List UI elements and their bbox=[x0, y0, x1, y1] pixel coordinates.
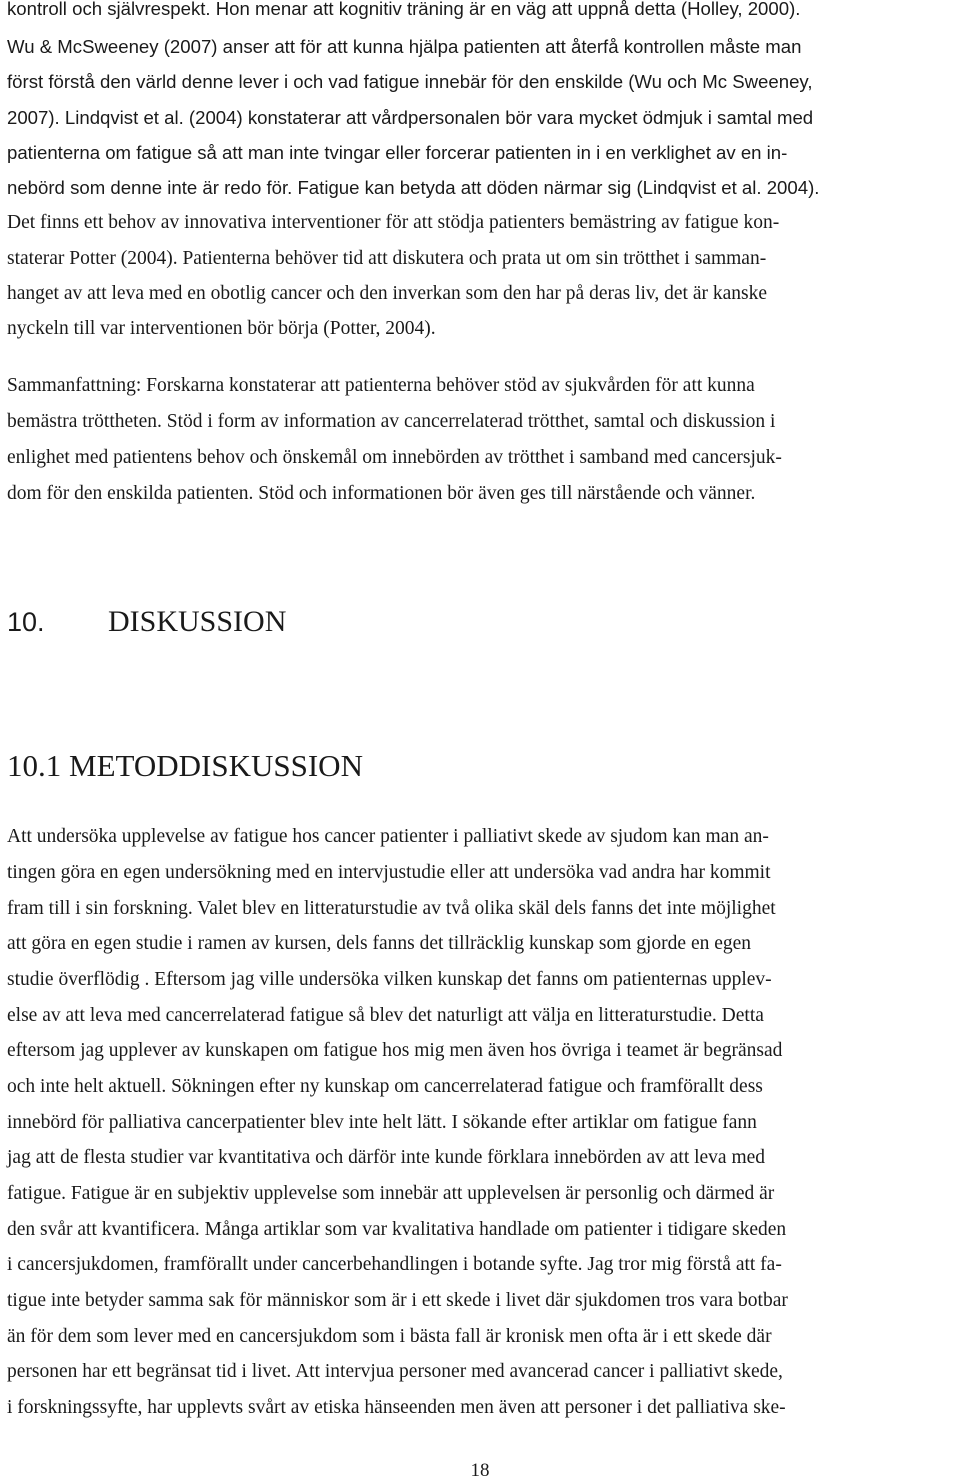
text-line: patienterna om fatigue så att man inte tvingar eller forcerar patienten in i en verklighet av en in- bbox=[7, 142, 788, 163]
text-line bbox=[7, 106, 813, 131]
text-line: först förstå den värld denne lever i och vad fatigue innebär för den enskilde (Wu och Mc Sweeney, bbox=[7, 71, 813, 92]
text-line: i cancersjukdomen, framförallt under cancerbehandlingen i botande syfte. Jag tror mig förstå att fa- bbox=[7, 1254, 782, 1275]
text-line: nebörd som denne inte är redo för. Fatigue kan betyda att döden närmar sig (Lindqvist et al. 2004). bbox=[7, 177, 820, 198]
text-line: den svår att kvantificera. Många artiklar som var kvalitativa handlade om patienter i tidigare skeden bbox=[7, 1219, 787, 1240]
text-line: innebörd för palliativa cancerpatienter blev inte helt lätt. I sökande efter artiklar om fatigue fann bbox=[7, 1112, 757, 1133]
text-line: enlighet med patientens behov och önskemål om innebörden av trötthet i samband med cancersjuk- bbox=[7, 447, 782, 468]
text-run: (2004) konstaterar att vårdpersonalen bör vara mycket ödmjuk i samtal med bbox=[183, 107, 814, 128]
text-line: Det finns ett behov av innovativa interventioner för att stödja patienters bemästring av fatigue kon- bbox=[7, 212, 780, 233]
text-line: och inte helt aktuell. Sökningen efter ny kunskap om cancerrelaterad fatigue och framförallt dess bbox=[7, 1076, 763, 1097]
text-line: tigue inte betyder samma sak för människor som är i ett skede i livet där sjukdomen tros vara botbar bbox=[7, 1290, 788, 1311]
text-line: i forskningssyfte, har upplevts svårt av etiska hänseenden men även att personer i det palliativa ske- bbox=[7, 1397, 786, 1418]
text-line: eftersom jag upplever av kunskapen om fatigue hos mig men även hos övriga i teamet är begränsad bbox=[7, 1040, 783, 1061]
text-line: studie överflödig . Eftersom jag ville undersöka vilken kunskap det fanns om patienternas upplev- bbox=[7, 969, 772, 990]
text-line: fram till i sin forskning. Valet blev en litteraturstudie av två olika skäl dels fanns det inte möjlighet bbox=[7, 898, 776, 919]
text-line: personen har ett begränsat tid i livet. Att intervjua personer med avancerad cancer i palliativt skede, bbox=[7, 1361, 783, 1382]
text-line: fatigue. Fatigue är en subjektiv upplevelse som innebär att upplevelsen är personlig och därmed är bbox=[7, 1183, 775, 1204]
text-line: tingen göra en egen undersökning med en intervjustudie eller att undersöka vad andra har kommit bbox=[7, 862, 771, 883]
text-line: else av att leva med cancerrelaterad fatigue så blev det naturligt att välja en litteraturstudie. Detta bbox=[7, 1005, 764, 1026]
text-line: Wu & McSweeney (2007) anser att för att kunna hjälpa patienten att återfå kontrollen måste man bbox=[7, 36, 802, 57]
text-line: nyckeln till var interventionen bör börja (Potter, 2004). bbox=[7, 318, 436, 339]
text-line: staterar Potter (2004). Patienterna behöver tid att diskutera och prata ut om sin trötthet i samman- bbox=[7, 248, 767, 269]
text-run: 2007). Lindqvist et al. bbox=[7, 107, 184, 128]
text-line: Att undersöka upplevelse av fatigue hos cancer patienter i palliativt skede av sjudom kan man an- bbox=[7, 826, 769, 847]
text-line: bemästra tröttheten. Stöd i form av information av cancerrelaterad trötthet, samtal och diskussion i bbox=[7, 411, 776, 432]
subsection-heading: 10.1 METODDISKUSSION bbox=[7, 748, 363, 783]
section-number: 10. bbox=[7, 607, 45, 637]
text-line: än för dem som lever med en cancersjukdom som i bästa fall är kronisk men ofta är i ett skede där bbox=[7, 1326, 772, 1347]
text-line: hanget av att leva med en obotlig cancer och den inverkan som den har på deras liv, det är kanske bbox=[7, 283, 768, 304]
section-heading bbox=[7, 603, 286, 641]
text-line: jag att de flesta studier var kvantitativa och därför inte kunde förklara innebörden av att leva med bbox=[7, 1147, 766, 1168]
section-title: DISKUSSION bbox=[108, 605, 287, 638]
text-line: Sammanfattning: Forskarna konstaterar att patienterna behöver stöd av sjukvården för att kunna bbox=[7, 375, 755, 396]
page-number: 18 bbox=[470, 1460, 490, 1481]
text-line: dom för den enskilda patienten. Stöd och informationen bör även ges till närstående och vänner. bbox=[7, 483, 756, 504]
text-line: kontroll och självrespekt. Hon menar att kognitiv träning är en väg att uppnå detta (Holley, 2000). bbox=[7, 0, 801, 19]
text-line: att göra en egen studie i ramen av kursen, dels fanns det tillräcklig kunskap som gjorde en egen bbox=[7, 933, 752, 954]
